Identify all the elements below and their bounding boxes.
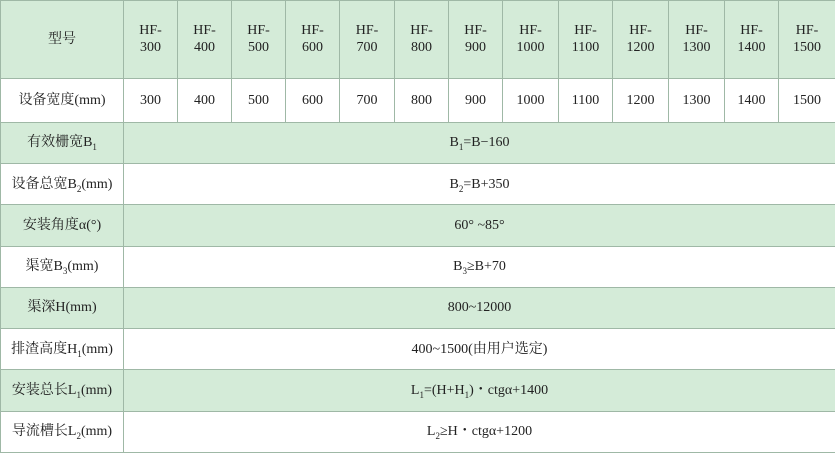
header-row	[1, 1, 835, 79]
spec-row-discharge-height	[1, 329, 835, 370]
row-label: 导流槽长$L_2(mm)$	[1, 411, 124, 452]
model-cell: HF- 1100	[559, 1, 613, 79]
width-row	[1, 78, 835, 122]
model-cell: HF- 400	[178, 1, 232, 79]
width-value: 1500	[779, 78, 835, 122]
row-value: 400~1500(由用户选定)	[124, 329, 835, 370]
width-value: 1000	[503, 78, 559, 122]
model-cell: HF- 1300	[669, 1, 725, 79]
width-value: 500	[232, 78, 286, 122]
model-cell: HF- 300	[124, 1, 178, 79]
width-value: 900	[449, 78, 503, 122]
row-label: 安装角度α(°)	[1, 205, 124, 246]
width-value: 1200	[613, 78, 669, 122]
row-label: 安装总长$L_1(mm)$	[1, 370, 124, 411]
spec-row-channel-depth	[1, 287, 835, 328]
row-label: 渠深H(mm)	[1, 287, 124, 328]
width-label: 设备宽度(mm)	[1, 78, 124, 122]
row-label: 排渣高度$H_1(mm)$	[1, 329, 124, 370]
width-value: 400	[178, 78, 232, 122]
model-cell: HF- 1000	[503, 1, 559, 79]
width-value: 1300	[669, 78, 725, 122]
model-cell: HF- 500	[232, 1, 286, 79]
spec-row-channel-width	[1, 246, 835, 287]
spec-row-install-angle	[1, 205, 835, 246]
row-value: $L_1=(H+H_1)$・ctgα+1400	[124, 370, 835, 411]
width-value: 700	[340, 78, 395, 122]
width-value: 600	[286, 78, 340, 122]
header-label: 型号	[1, 1, 124, 79]
model-cell: HF- 600	[286, 1, 340, 79]
row-label: 渠宽$B_3(mm)$	[1, 246, 124, 287]
model-cell: HF- 700	[340, 1, 395, 79]
width-value: 1100	[559, 78, 613, 122]
model-cell: HF- 1500	[779, 1, 835, 79]
row-label: 设备总宽$B_2(mm)$	[1, 164, 124, 205]
row-value: $B_3\ge B+70$	[124, 246, 835, 287]
row-value: 800~12000	[124, 287, 835, 328]
row-value: 60° ~85°	[124, 205, 835, 246]
spec-row-guide-groove-length	[1, 411, 835, 452]
model-cell: HF- 900	[449, 1, 503, 79]
spec-row-install-length	[1, 370, 835, 411]
spec-row-total-width	[1, 164, 835, 205]
spec-row-effective-width	[1, 122, 835, 163]
width-value: 800	[395, 78, 449, 122]
model-cell: HF- 800	[395, 1, 449, 79]
row-value: $B_2=B+350$	[124, 164, 835, 205]
width-value: 1400	[725, 78, 779, 122]
row-label: 有效栅宽$B_1$	[1, 122, 124, 163]
width-value: 300	[124, 78, 178, 122]
row-value: $L_2\ge H$・ctgα+1200	[124, 411, 835, 452]
model-cell: HF- 1400	[725, 1, 779, 79]
row-value: $B_1=B-160$	[124, 122, 835, 163]
model-cell: HF- 1200	[613, 1, 669, 79]
